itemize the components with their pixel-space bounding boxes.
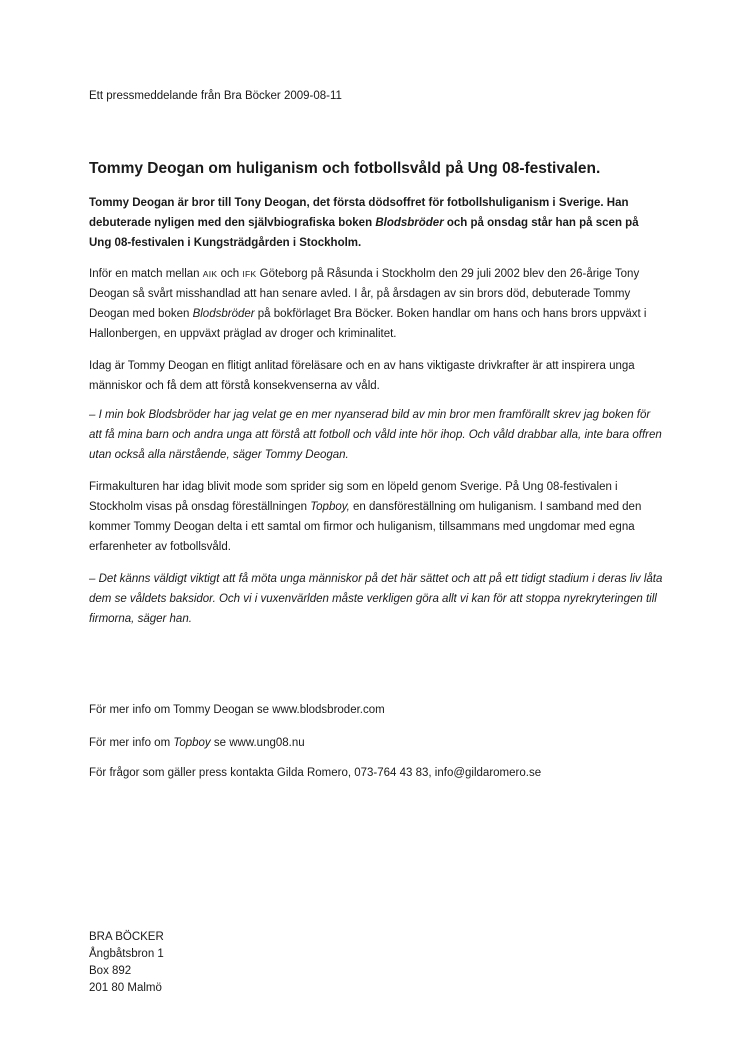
lead-paragraph bbox=[89, 193, 664, 253]
p1-text-b: och bbox=[217, 268, 243, 280]
p1-text-a: Inför en match mellan bbox=[89, 268, 203, 280]
quote-1: – I min bok Blodsbröder har jag velat ge en mer nyanserad bild av min bror men framförallt skrev jag boken för att få mina barn och andra unga att förstå att fotboll och våld inte hör ihop. Och våld drabbar alla, inte bara offren utan också alla närstående, säger Tommy Deogan. bbox=[89, 409, 662, 461]
paragraph-3 bbox=[89, 477, 664, 557]
publisher-address bbox=[89, 929, 164, 997]
info2-text-b: se www.ung08.nu bbox=[210, 737, 305, 749]
address-city: 201 80 Malmö bbox=[89, 982, 162, 994]
p3-text-a: Firmakulturen har idag blivit mode som sprider sig som en löpeld genom Sverige. På Ung 08-festivalen i Stockholm visas på onsdag föreställningen bbox=[89, 481, 618, 513]
lead-book-title: Blodsbröder bbox=[375, 217, 444, 229]
p1-text-d: på bokförlaget Bra Böcker. Boken handlar om hans och hans brors uppväxt i Hallonbergen, en uppväxt präglad av droger och kriminalitet. bbox=[89, 308, 647, 340]
info2-show-title: Topboy bbox=[173, 737, 211, 749]
info-line-topboy bbox=[89, 737, 305, 749]
info-line-press-contact: För frågor som gäller press kontakta Gilda Romero, 073-764 43 83, info@gildaromero.se bbox=[89, 767, 542, 779]
address-street: Ångbåtsbron 1 bbox=[89, 948, 164, 960]
p3-show-title: Topboy, bbox=[310, 501, 350, 513]
p1-aik: AIK bbox=[202, 269, 218, 279]
release-intro-line: Ett pressmeddelande från Bra Böcker 2009-08-11 bbox=[89, 90, 342, 102]
p1-ifk: IFK bbox=[242, 269, 257, 279]
p3-text-b: en dansföreställning om huliganism. I samband med den kommer Tommy Deogan delta i ett samtal om firmor och huliganism, tillsammans med ungdomar med egna erfarenheter av fotbollsvåld. bbox=[89, 501, 642, 553]
quote-2: – Det känns väldigt viktigt att få möta unga människor på det här sättet och att på ett tidigt stadium i deras liv låta dem se våldets baksidor. Och vi i vuxenvärlden måste verkligen göra allt vi kan för att stoppa nyrekryteringen till firmorna, säger han. bbox=[89, 573, 663, 625]
lead-text-1: Tommy Deogan är bror till Tony Deogan, det första dödsoffret för fotbollshuliganism i Sverige. Han debuterade nyligen med den självbiografiska boken bbox=[89, 197, 629, 229]
paragraph-1 bbox=[89, 264, 664, 344]
paragraph-2: Idag är Tommy Deogan en flitigt anlitad föreläsare och en av hans viktigaste drivkrafter är att inspirera unga människor och få dem att förstå konsekvenserna av våld. bbox=[89, 360, 635, 392]
lead-text-2: och på onsdag står han på scen på Ung 08-festivalen i Kungsträdgården i Stockholm. bbox=[89, 217, 639, 249]
p1-book-title: Blodsbröder bbox=[192, 308, 255, 320]
address-company: BRA BÖCKER bbox=[89, 931, 164, 943]
info-line-blodsbroder: För mer info om Tommy Deogan se www.blodsbroder.com bbox=[89, 704, 385, 716]
address-box: Box 892 bbox=[89, 965, 132, 977]
p1-text-c: Göteborg på Råsunda i Stockholm den 29 juli 2002 blev den 26-årige Tony Deogan så svårt misshandlad att han senare avled. I år, på årsdagen av sin brors död, debuterade Tommy Deogan med boken bbox=[89, 268, 640, 320]
info2-text-a: För mer info om bbox=[89, 737, 174, 749]
page-title: Tommy Deogan om huliganism och fotbollsvåld på Ung 08-festivalen. bbox=[89, 160, 601, 177]
